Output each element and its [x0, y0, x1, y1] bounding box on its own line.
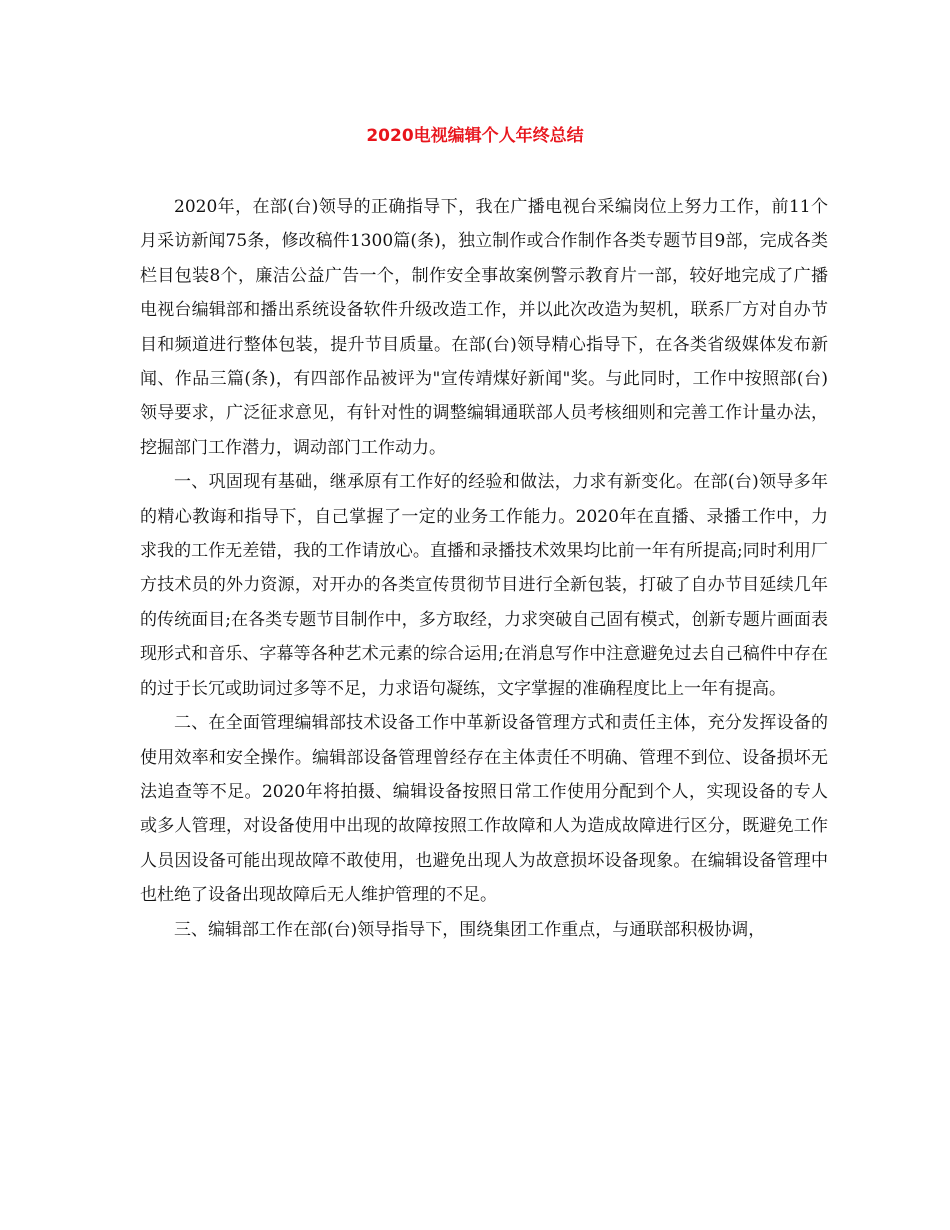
paragraph-intro: 2020年，在部(台)领导的正确指导下，我在广播电视台采编岗位上努力工作，前11个月采访新闻75条，修改稿件1300篇(条)，独立制作或合作制作各类专题节目9部，完成各类栏目包装8个，廉洁公益广告一个，制作安全事故案例警示教育片一部，较好地完成了广播电视台编辑部和播出系统设备软件升级改造工作，并以此次改造为契机，联系厂方对自办节目和频道进行整体包装，提升节目质量。在部(台)领导精心指导下，在各类省级媒体发布新闻、作品三篇(条)，有四部作品被评为"宣传靖煤好新闻"奖。与此同时，工作中按照部(台)领导要求，广泛征求意见，有针对性的调整编辑通联部人员考核细则和完善工作计量办法，挖掘部门工作潜力，调动部门工作动力。 — [140, 197, 828, 458]
paragraph-section-1: 一、巩固现有基础，继承原有工作好的经验和做法，力求有新变化。在部(台)领导多年的精心教诲和指导下，自己掌握了一定的业务工作能力。2020年在直播、录播工作中，力求我的工作无差错，我的工作请放心。直播和录播技术效果均比前一年有所提高;同时利用厂方技术员的外力资源，对开办的各类宣传贯彻节目进行全新包装，打破了自办节目延续几年的传统面目;在各类专题节目制作中，多方取经，力求突破自己固有模式，创新专题片画面表现形式和音乐、字幕等各种艺术元素的综合运用;在消息写作中注意避免过去自己稿件中存在的过于长冗或助词过多等不足，力求语句凝练，文字掌握的准确程度比上一年有提高。 — [140, 472, 828, 699]
paragraph-section-2: 二、在全面管理编辑部技术设备工作中革新设备管理方式和责任主体，充分发挥设备的使用效率和安全操作。编辑部设备管理曾经存在主体责任不明确、管理不到位、设备损坏无法追查等不足。2020年将拍摄、编辑设备按照日常工作使用分配到个人，实现设备的专人或多人管理，对设备使用中出现的故障按照工作故障和人为造成故障进行区分，既避免工作人员因设备可能出现故障不敢使用，也避免出现人为故意损坏设备现象。在编辑设备管理中也杜绝了设备出现故障后无人维护管理的不足。 — [140, 713, 828, 906]
paragraph-section-3: 三、编辑部工作在部(台)领导指导下，围绕集团工作重点，与通联部积极协调， — [174, 919, 766, 940]
document-body — [140, 190, 828, 947]
document-title: 2020电视编辑个人年终总结 — [366, 126, 584, 146]
